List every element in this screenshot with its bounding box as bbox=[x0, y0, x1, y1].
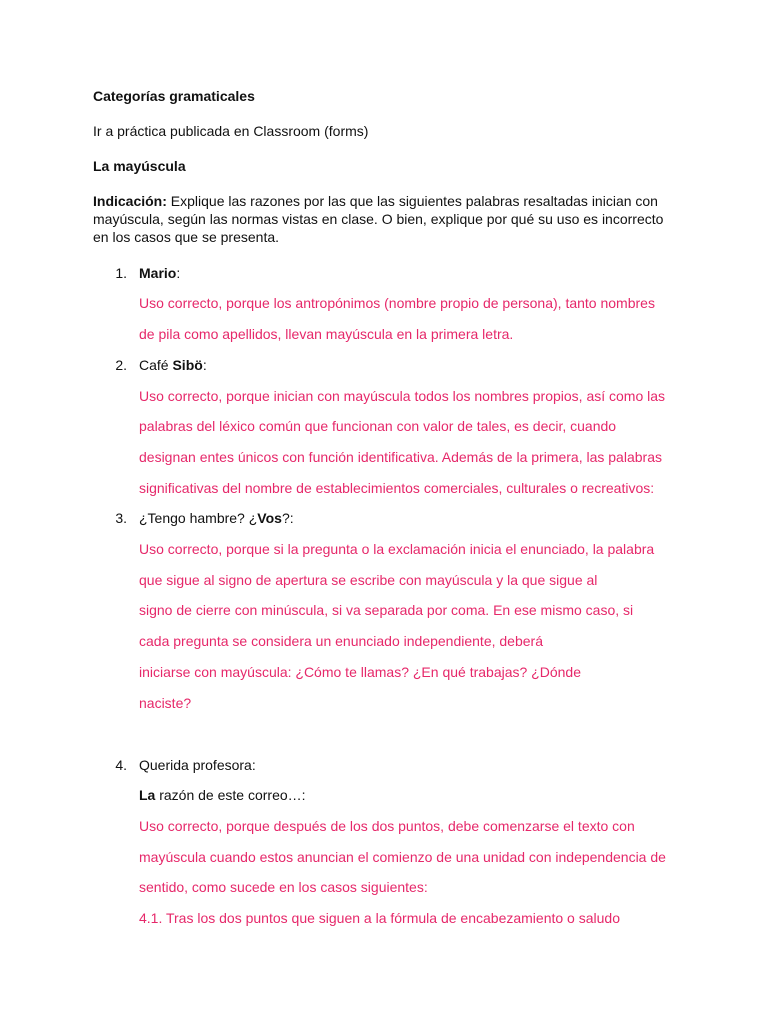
indicacion-line-3: en los casos que se presenta. bbox=[93, 229, 280, 245]
highlighted-word: La bbox=[139, 787, 156, 803]
item-heading-suffix: : bbox=[202, 357, 207, 373]
classroom-link[interactable]: Ir a práctica publicada en Classroom (forms) bbox=[93, 123, 369, 139]
highlighted-word: Sibö bbox=[172, 357, 203, 373]
answer-line: mayúscula cuando estos anuncian el comienzo de una unidad con independencia de bbox=[139, 849, 666, 865]
indicacion-line-2: mayúscula, según las normas vistas en clase. O bien, explique por qué su uso es incorrecto bbox=[93, 211, 664, 227]
answer-line: iniciarse con mayúscula: ¿Cómo te llamas? ¿En qué trabajas? ¿Dónde bbox=[139, 664, 581, 680]
item-subheading-suffix: razón de este correo…: bbox=[155, 787, 306, 803]
answer-line: que sigue al signo de apertura se escribe con mayúscula y la que sigue al bbox=[139, 572, 598, 588]
item-number: 2. bbox=[115, 357, 127, 373]
highlighted-word: Mario bbox=[139, 265, 177, 281]
answer-line: cada pregunta se considera un enunciado independiente, deberá bbox=[139, 633, 543, 649]
item-heading bbox=[139, 265, 180, 282]
answer-line: signo de cierre con minúscula, si va separada por coma. En ese mismo caso, si bbox=[139, 602, 634, 618]
answer-line: naciste? bbox=[139, 695, 192, 711]
item-heading-prefix: Café bbox=[139, 357, 173, 373]
indicacion-line-1 bbox=[93, 193, 658, 210]
section-heading: La mayúscula bbox=[93, 158, 186, 174]
item-number: 3. bbox=[115, 510, 127, 526]
item-number: 4. bbox=[115, 757, 127, 773]
answer-line: Uso correcto, porque si la pregunta o la exclamación inicia el enunciado, la palabra bbox=[139, 541, 655, 557]
item-heading bbox=[139, 357, 207, 374]
answer-line: palabras del léxico común que funcionan con valor de tales, es decir, cuando bbox=[139, 418, 617, 434]
item-subheading bbox=[139, 787, 306, 804]
item-heading-suffix: ?: bbox=[281, 510, 294, 526]
answer-line: significativas del nombre de establecimientos comerciales, culturales o recreativos: bbox=[139, 480, 655, 496]
answer-line: Uso correcto, porque después de los dos puntos, debe comenzarse el texto con bbox=[139, 818, 635, 834]
doc-title: Categorías gramaticales bbox=[93, 88, 255, 104]
answer-line: de pila como apellidos, llevan mayúscula en la primera letra. bbox=[139, 326, 514, 342]
answer-line: 4.1. Tras los dos puntos que siguen a la fórmula de encabezamiento o saludo bbox=[139, 910, 620, 926]
item-heading: Querida profesora: bbox=[139, 757, 256, 773]
answer-line: sentido, como sucede en los casos siguientes: bbox=[139, 879, 428, 895]
indicacion-text-1: Explique las razones por las que las siguientes palabras resaltadas inician con bbox=[166, 193, 658, 209]
item-number: 1. bbox=[115, 265, 127, 281]
answer-line: Uso correcto, porque inician con mayúscula todos los nombres propios, así como las bbox=[139, 388, 666, 404]
answer-line: Uso correcto, porque los antropónimos (nombre propio de persona), tanto nombres bbox=[139, 295, 655, 311]
indicacion-label: Indicación: bbox=[93, 193, 167, 209]
item-heading bbox=[139, 510, 294, 527]
highlighted-word: Vos bbox=[257, 510, 282, 526]
item-heading-prefix: ¿Tengo hambre? ¿ bbox=[139, 510, 258, 526]
answer-line: designan entes únicos con función identificativa. Además de la primera, las palabras bbox=[139, 449, 662, 465]
item-heading-suffix: : bbox=[176, 265, 181, 281]
